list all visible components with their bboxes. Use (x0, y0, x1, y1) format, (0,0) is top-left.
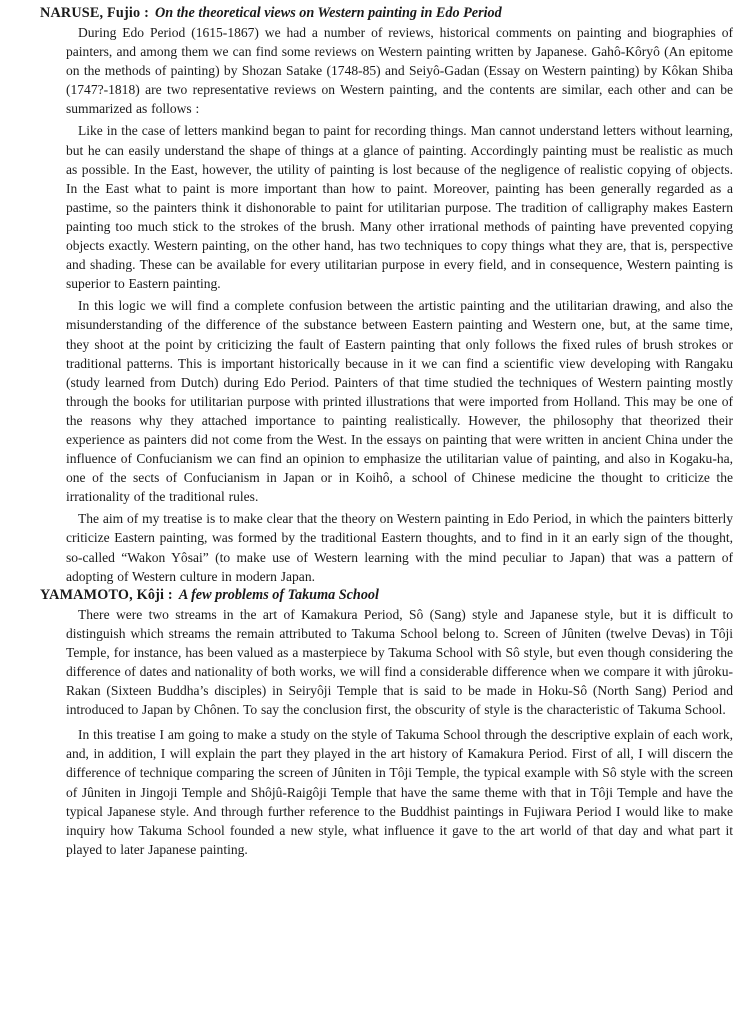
entry-heading (40, 4, 694, 23)
entry-body (66, 605, 733, 859)
author-name: YAMAMOTO, Kôji : (40, 586, 173, 603)
paragraph: The aim of my treatise is to make clear that the theory on Western painting in Edo Period, in which the painters bitterly criticize Eastern painting, was formed by the traditional Eastern thoughts, and to find in it an early sign of the thought, so-called “Wakon Yôsai” (to make use of Western learning with the mind peculiar to Japan) that was a pattern of adopting of Western culture in modern Japan. (66, 511, 733, 584)
entry-heading (40, 586, 694, 605)
paragraph: During Edo Period (1615-1867) we had a number of reviews, historical comments on painting and biographies of painters, and among them we can find some reviews on Western painting written by Japanese. Gahô-Kôryô (An epitome on the methods of painting) by Shozan Satake (1748-85) and Seiyô-Gadan (Essay on Western painting) by Kôkan Shiba (1747?-1818) are two representative reviews on Western painting, and the contents are similar, each other and can be summarized as follows : (66, 25, 733, 117)
entry-yamamoto (40, 586, 733, 859)
entry-body (66, 23, 733, 586)
paper-title: A few problems of Takuma School (178, 586, 379, 603)
paragraph: There were two streams in the art of Kamakura Period, Sô (Sang) style and Japanese style, but it is difficult to distinguish which streams the remain attributed to Takuma School belong to. Screen of Jûniten (twelve Devas) in Tôji Temple, for instance, has been valued as a masterpiece by Takuma School with Sô style, but even though considering the difference of dates and nationality of both works, we will find a considerable difference when we compare it with jûroku-Rakan (Sixteen Buddha’s disciples) in Seiryôji Temple that is said to be made in Hoku-Sô (North Sang) Period and introduced to Japan by Chônen. To say the conclusion first, the obscurity of style is the characteristic of Takuma School. (66, 606, 733, 718)
entry-naruse (40, 4, 733, 586)
paragraph: In this logic we will find a complete confusion between the artistic painting and the utilitarian drawing, and also the misunderstanding of the difference of the substance between Eastern painting and Western one, but, at the same time, they shoot at the point by criticizing the fault of Eastern painting that only follows the fixed rules of brush strokes or traditional patterns. This is important historically because in it we can find a scientific view developing with Rangaku (study learned from Dutch) during Edo Period. Painters of that time studied the techniques of Western painting mostly through the books for utilitarian purpose with printed illustrations that were imported from Holland. This may be one of the reasons why they attached importance to painting realistically. However, the philosophy that theorized their experience as painters did not come from the West. In the essays on painting that were written in ancient China under the influence of Confucianism we can find an opinion to emphasize the utilitarian value of painting, and also in Kogaku-ha, one of the sects of Confucianism in Japan or in Koihô, a school of Chinese medicine the thought to criticize the irrationality of the traditional rules. (66, 298, 733, 505)
paragraph: In this treatise I am going to make a study on the style of Takuma School through the descriptive explain of each work, and, in addition, I will explain the part they played in the art history of Kamakura Period. First of all, I will discern the difference of technique comparing the screen of Jûniten in Tôji Temple, the typical example with Sô style with the screen of Jûniten in Jingoji Temple and Shôjû-Raigôji Temple that have the same theme with that in Tôji Temple and have the typical Japanese style. And through further reference to the Buddhist paintings in Fujiwara Period I would like to make inquiry how Takuma School founded a new style, what influence it gave to the art world of that day and what part it played to later Japanese painting. (66, 727, 733, 857)
paragraph: Like in the case of letters mankind began to paint for recording things. Man cannot understand letters without learning, but he can easily understand the shape of things at a glance of painting. Accordingly painting must be realistic as much as possible. In the East, however, the utility of painting is lost because of the negligence of realistic copying of objects. In the East what to paint is more important than how to paint. Moreover, painting has been generally regarded as a pastime, so the painters think it dishonorable to paint for utilitarian purpose. The tradition of calligraphy makes Eastern painting too much stick to the strokes of the brush. Many other irrational methods of painting have prevented copying objects exactly. Western painting, on the other hand, has two techniques to copy things what they are, that is, perspective and shading. These can be available for every utilitarian purpose in every field, and in consequence, Western painting is superior to Eastern painting. (66, 123, 733, 292)
author-name: NARUSE, Fujio : (40, 5, 150, 21)
paper-title: On the theoretical views on Western painting in Edo Period (155, 5, 502, 21)
